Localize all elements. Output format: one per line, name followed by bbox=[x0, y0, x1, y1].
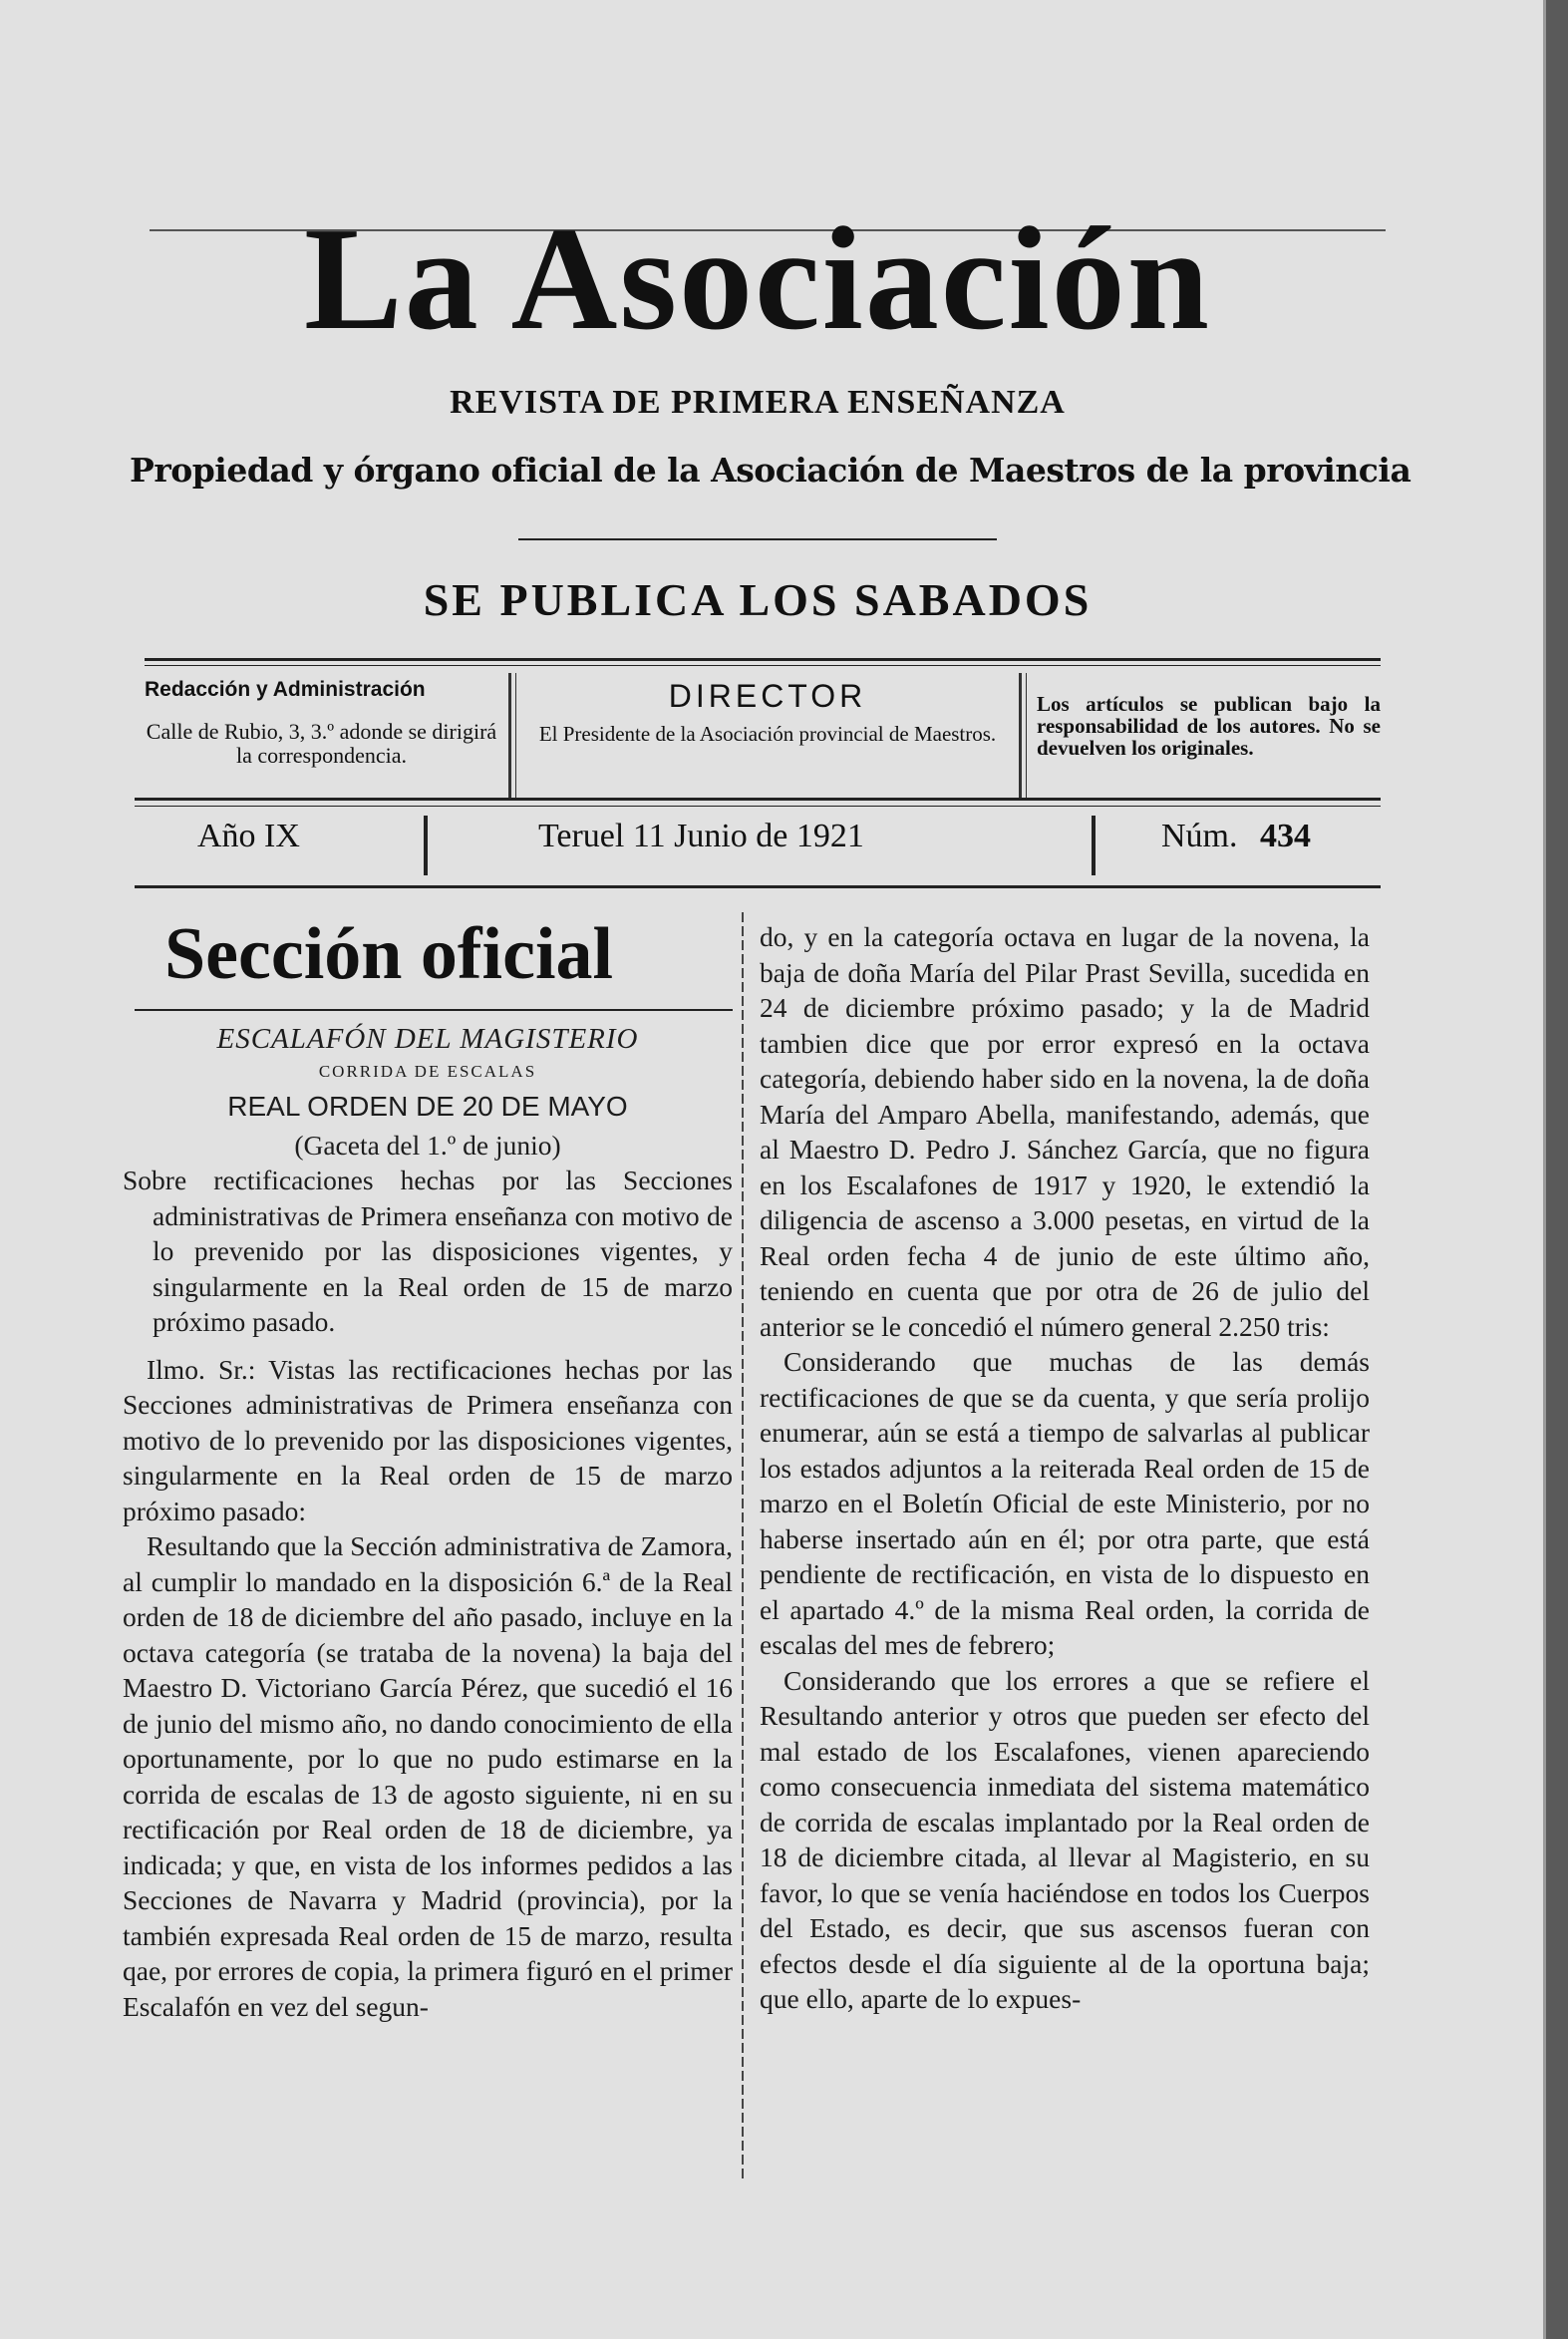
masthead-ownership: Propiedad y órgano oficial de la Asociación de Maestros de la provincia bbox=[130, 451, 1411, 490]
box-divider-right-thin bbox=[1026, 673, 1027, 798]
issue-number-value: 434 bbox=[1260, 818, 1311, 854]
director-body: El Presidente de la Asociación provincial de Maestros. bbox=[538, 722, 997, 746]
box-bottom-rule bbox=[135, 798, 1381, 801]
article-order: REAL ORDEN DE 20 DE MAYO bbox=[227, 1090, 628, 1122]
issue-number bbox=[1161, 818, 1311, 855]
box-top-rule-thin bbox=[145, 665, 1381, 666]
issue-year: Año IX bbox=[197, 818, 300, 854]
left-column bbox=[123, 1022, 733, 2024]
redaction-block bbox=[145, 678, 498, 788]
issue-place-date: Teruel 11 Junio de 1921 bbox=[538, 818, 864, 854]
issue-mark-left bbox=[424, 816, 428, 875]
box-bottom-rule-thin bbox=[135, 806, 1381, 807]
right-paragraph: Considerando que muchas de las demás rectificaciones de que se da cuenta, y que sería prolijo enumerar, aún se está a tiempo de salvarlas al publicar los estados adjuntos a la reiterada Real orden de 15 de marzo en el Boletín Oficial de este Ministerio, por no haberse insertado aún en él; por otra parte, que está pendiente de rectificación, en vista de lo dispuesto en el apartado 4.º de la misma Real orden, la corrida de escalas del mes de febrero; bbox=[760, 1346, 1370, 1660]
article-heading: ESCALAFÓN DEL MAGISTERIO bbox=[216, 1023, 639, 1055]
section-title: Sección oficial bbox=[164, 913, 614, 995]
articles-note: Los artículos se publican bajo la responsabilidad de los autores. No se devuelven los originales. bbox=[1037, 692, 1381, 760]
issue-mark-right bbox=[1092, 816, 1096, 875]
right-column bbox=[760, 919, 1370, 2017]
publication-schedule: SE PUBLICA LOS SABADOS bbox=[423, 574, 1093, 625]
column-separator bbox=[742, 912, 744, 2178]
redaction-title: Redacción y Administración bbox=[145, 678, 426, 701]
box-divider-right bbox=[1019, 673, 1022, 798]
director-block bbox=[523, 678, 1012, 788]
box-top-rule bbox=[145, 658, 1381, 661]
left-paragraph: Ilmo. Sr.: Vistas las rectificaciones hechas por las Secciones administrativas de Primera enseñanza con motivo de lo prevenido por las disposiciones vigentes, singularmente en la Real orden de 15 de marzo próximo pasado: bbox=[123, 1353, 733, 1526]
box-divider-left bbox=[508, 673, 511, 798]
article-subheading: CORRIDA DE ESCALAS bbox=[318, 1061, 537, 1081]
issue-number-label: Núm. bbox=[1161, 818, 1238, 854]
left-paragraph: Resultando que la Sección administrativa de Zamora, al cumplir lo mandado en la disposición 6.ª de la Real orden de 18 de diciembre del año pasado, incluye en la octava categoría (se trataba de la novena) la baja del Maestro D. Victoriano García Pérez, que sucedió el 16 de junio del mismo año, no dando conocimiento de ella oportunamente, por lo que no pudo estimarse en la corrida de escalas de 13 de agosto siguiente, ni en su rectificación por Real orden de 18 de diciembre, ya indicada; y que, en vista de los informes pedidos a las Secciones de Navarra y Madrid (provincia), por la también expresada Real orden de 15 de marzo, resulta qae, por errores de copia, la primera figuró en el primer Escalafón en vez del segun- bbox=[123, 1530, 733, 2022]
masthead-title: La Asociación bbox=[304, 197, 1211, 361]
section-title-rule bbox=[135, 1009, 733, 1011]
box-divider-left-thin bbox=[515, 673, 516, 798]
redaction-address: Calle de Rubio, 3, 3.º adonde se dirigirá la correspondencia. bbox=[146, 719, 497, 768]
articles-note-block bbox=[1037, 693, 1381, 803]
issue-bottom-rule bbox=[135, 885, 1381, 888]
right-paragraph: do, y en la categoría octava en lugar de la novena, la baja de doña María del Pilar Prast Sevilla, sucedida en 24 de diciembre próximo pasado; y la de Madrid tambien dice que por error expresó en la octava categoría, debiendo haber sido en la novena, la de doña María del Amparo Abella, manifestando, además, que al Maestro D. Pedro J. Sánchez García, que no figura en los Escalafones de 1917 y 1920, le extendió la diligencia de ascenso a 3.000 pesetas, en virtud de la Real orden fecha 4 de junio de este último año, teniendo en cuenta que por otra de 26 de julio del anterior se le concedió el número general 2.250 tris: bbox=[760, 921, 1370, 1342]
article-gaceta: (Gaceta del 1.º de junio) bbox=[294, 1129, 561, 1161]
director-title: DIRECTOR bbox=[668, 678, 867, 714]
masthead-subtitle: REVISTA DE PRIMERA ENSEÑANZA bbox=[450, 384, 1066, 421]
right-paragraph: Considerando que los errores a que se refiere el Resultando anterior y otros que pueden ser efecto del mal estado de los Escalafones, vienen apareciendo como consecuencia inmediata del sistema matemático de corrida de escalas implantado por la Real orden de 18 de diciembre citada, al llevar al Magisterio, en su favor, lo que se venía haciéndose en todos los Cuerpos del Estado, es decir, que sus ascensos fueran con efectos desde el día siguiente al de la oportuna baja; que ello, aparte de lo expues- bbox=[760, 1664, 1370, 2014]
article-summary: Sobre rectificaciones hechas por las Secciones administrativas de Primera enseñanza con motivo de lo prevenido por las disposiciones vigentes, y singularmente en la Real orden de 15 de marzo próximo pasado. bbox=[123, 1165, 733, 1337]
short-rule bbox=[518, 538, 997, 540]
